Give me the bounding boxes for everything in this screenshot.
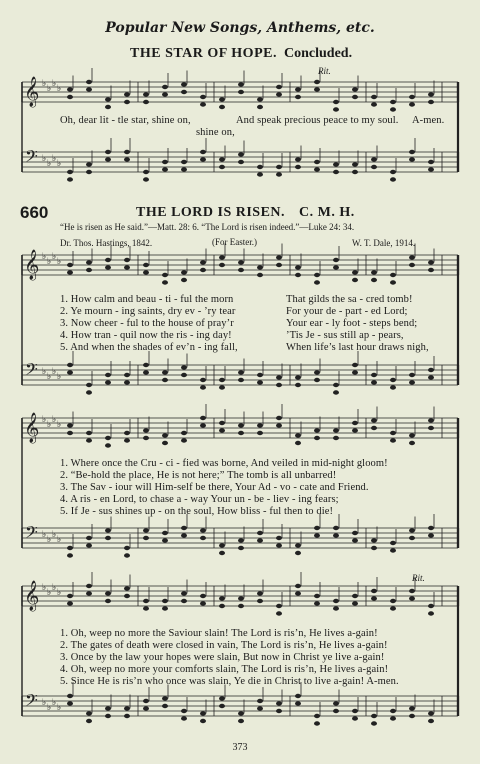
- hymn-title: THE LORD IS RISEN.: [136, 205, 286, 220]
- star-amen: A-men.: [412, 115, 445, 126]
- scripture-reference: “He is risen as He said.”—Matt. 28: 6. “The Lord is risen indeed.”—Luke 24: 34.: [60, 222, 355, 232]
- verse-line: 2. “Be-hold the place, He is not here;” The tomb is all unbarred!: [60, 470, 337, 481]
- rit-marking-1: Rit.: [318, 66, 331, 76]
- svg-text:♭: ♭: [47, 703, 52, 713]
- svg-text:♭: ♭: [42, 154, 47, 164]
- svg-text:♭: ♭: [42, 530, 47, 540]
- svg-text:𝄞: 𝄞: [24, 77, 40, 107]
- verse-line: 4. How tran - quil now the ris - ing day!: [60, 330, 232, 341]
- svg-text:♭: ♭: [52, 583, 57, 593]
- verse-line: 2. Ye mourn - ing saints, dry ev - ’ry tear: [60, 306, 236, 317]
- svg-text:♭: ♭: [52, 79, 57, 89]
- svg-text:♭: ♭: [42, 583, 47, 593]
- svg-text:♭: ♭: [52, 252, 57, 262]
- svg-text:♭: ♭: [47, 257, 52, 267]
- svg-text:𝄢: 𝄢: [25, 690, 38, 714]
- star-lyric-line-2: shine on,: [196, 127, 235, 138]
- verse-line: For your de - part - ed Lord;: [286, 306, 408, 317]
- verse-line: 4. Oh, weep no more your comforts slain, The Lord is ris’n, He lives a-gain!: [60, 664, 389, 675]
- running-header: Popular New Songs, Anthems, etc.: [105, 20, 375, 36]
- svg-text:♭: ♭: [42, 79, 47, 89]
- svg-text:♭: ♭: [42, 367, 47, 377]
- rit-marking-2: Rit.: [412, 573, 425, 583]
- words-author: Dr. Thos. Hastings, 1842.: [60, 238, 153, 248]
- concluded-label: Concluded.: [284, 46, 353, 61]
- verse-line: 1. Oh, weep no more the Saviour slain! The Lord is ris’n, He lives a-gain!: [60, 628, 378, 639]
- occasion-note: (For Easter.): [212, 237, 257, 247]
- svg-text:♭: ♭: [52, 154, 57, 164]
- svg-text:♭: ♭: [47, 372, 52, 382]
- svg-text:♭: ♭: [42, 252, 47, 262]
- verse-line: 3. Now cheer - ful to the house of pray’r: [60, 318, 234, 329]
- svg-text:♭: ♭: [52, 415, 57, 425]
- svg-text:♭: ♭: [52, 367, 57, 377]
- svg-text:♭: ♭: [47, 588, 52, 598]
- svg-text:𝄢: 𝄢: [25, 522, 38, 546]
- svg-text:♭: ♭: [52, 530, 57, 540]
- song-title-star-of-hope: THE STAR OF HOPE.: [130, 46, 277, 61]
- star-lyric-line-b: And speak precious peace to my soul.: [236, 115, 399, 126]
- svg-text:♭: ♭: [57, 159, 62, 169]
- svg-text:𝄢: 𝄢: [25, 146, 38, 170]
- verse-line: 2. The gates of death were closed in vain, The Lord is ris’n, He lives a-gain!: [60, 640, 388, 651]
- svg-text:𝄞: 𝄞: [24, 413, 40, 443]
- svg-text:♭: ♭: [57, 535, 62, 545]
- svg-text:♭: ♭: [57, 257, 62, 267]
- svg-text:𝄞: 𝄞: [24, 250, 40, 280]
- verse-line: 4. A ris - en Lord, to chase a - way Your un - be - liev - ing fears;: [60, 494, 339, 505]
- verse-line: 1. How calm and beau - ti - ful the morn: [60, 294, 234, 305]
- verse-line: That gilds the sa - cred tomb!: [286, 294, 413, 305]
- verse-line: Your ear - ly foot - steps bend;: [286, 318, 418, 329]
- svg-text:♭: ♭: [42, 698, 47, 708]
- svg-text:♭: ♭: [47, 420, 52, 430]
- svg-text:♭: ♭: [57, 84, 62, 94]
- page-number: 373: [232, 742, 248, 753]
- svg-text:♭: ♭: [47, 159, 52, 169]
- verse-line: 3. The Sav - iour will Him-self be there, Your Ad - vo - cate and Friend.: [60, 482, 369, 493]
- verse-line: ’Tis Je - sus still ap - pears,: [286, 330, 404, 341]
- svg-text:♭: ♭: [57, 420, 62, 430]
- verse-line: 1. Where once the Cru - ci - fied was borne, And veiled in mid-night gloom!: [60, 458, 388, 469]
- svg-text:♭: ♭: [57, 703, 62, 713]
- svg-text:𝄢: 𝄢: [25, 359, 38, 383]
- verse-line: 5. If Je - sus shines up - on the soul, How bliss - ful then to die!: [60, 506, 334, 517]
- svg-text:𝄞: 𝄞: [24, 581, 40, 611]
- star-lyric-line-a: Oh, dear lit - tle star, shine on,: [60, 115, 191, 126]
- svg-text:♭: ♭: [42, 415, 47, 425]
- verse-line: 5. Since He is ris’n who once was slain, Ye die in Christ to live a-gain! A-men.: [60, 676, 399, 687]
- svg-text:♭: ♭: [52, 698, 57, 708]
- svg-text:♭: ♭: [57, 588, 62, 598]
- verse-line: When life’s last hour draws nigh,: [286, 342, 429, 353]
- verse-line: 3. Once by the law your hopes were slain, But now in Christ ye live a-gain!: [60, 652, 385, 663]
- hymn-number: 660: [20, 203, 49, 222]
- hymn-meter: C. M. H.: [299, 205, 355, 220]
- svg-text:♭: ♭: [47, 84, 52, 94]
- verse-line: 5. And when the shades of ev’n - ing fall,: [60, 342, 238, 353]
- svg-text:♭: ♭: [57, 372, 62, 382]
- svg-text:♭: ♭: [47, 535, 52, 545]
- music-composer: W. T. Dale, 1914.: [352, 238, 416, 248]
